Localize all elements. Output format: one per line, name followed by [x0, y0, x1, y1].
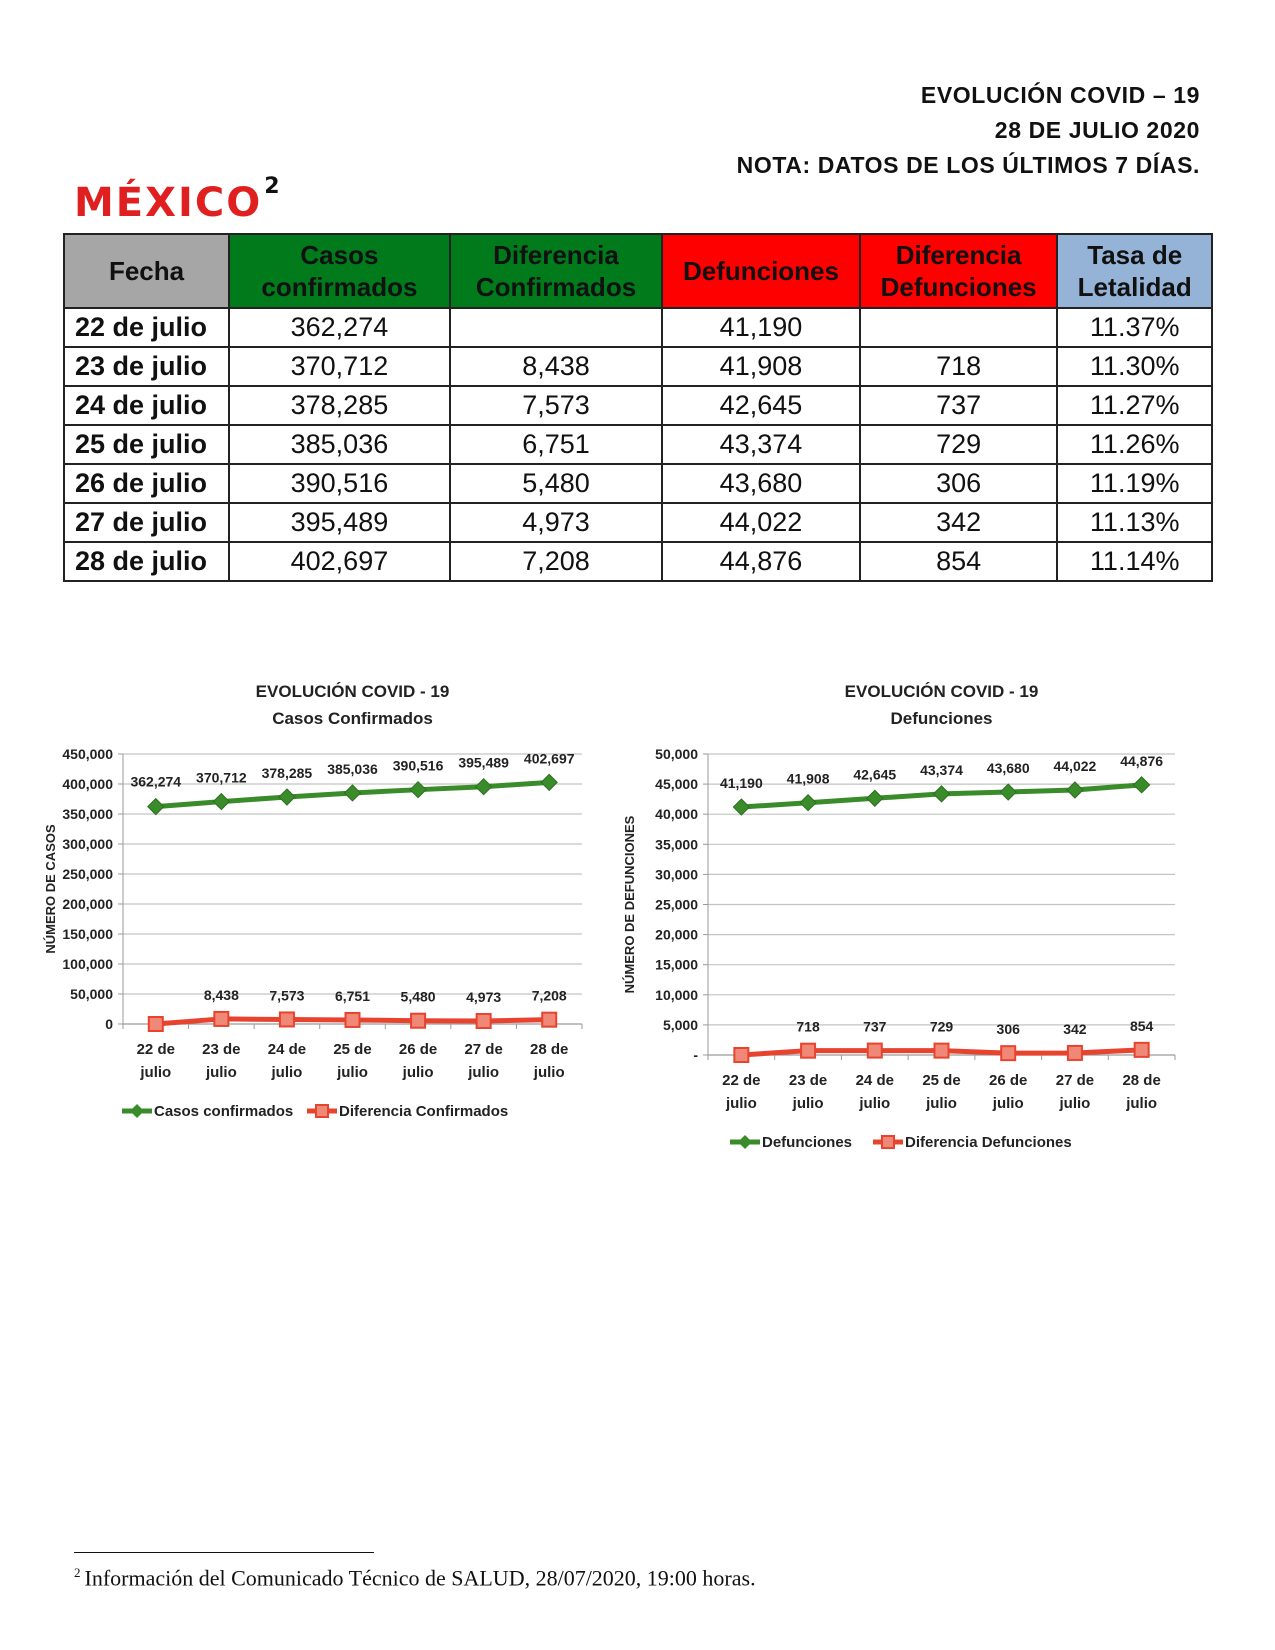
chart-subtitle: Casos Confirmados: [272, 709, 433, 728]
data-point: [867, 790, 883, 806]
y-tick-label: 350,000: [62, 806, 113, 822]
data-label: 7,573: [269, 987, 305, 1004]
y-tick-label: 40,000: [655, 806, 698, 823]
x-tick-label-line2: julio: [140, 1064, 172, 1081]
data-label: 854: [1129, 1017, 1154, 1034]
data-point: [934, 786, 950, 802]
value-cell: 42,645: [662, 386, 860, 425]
data-label: 7,208: [531, 987, 567, 1004]
report-note: NOTA: DATOS DE LOS ÚLTIMOS 7 DÍAS.: [736, 152, 1200, 178]
y-tick-label: 200,000: [62, 896, 113, 912]
data-point: [149, 1017, 163, 1031]
x-tick-label-line2: julio: [205, 1064, 237, 1081]
data-label: 42,645: [853, 766, 897, 783]
column-header: Tasa de Letalidad: [1057, 234, 1212, 308]
date-cell: 28 de julio: [64, 542, 229, 581]
chart-deaths: [620, 675, 1230, 1175]
value-cell: 854: [860, 542, 1058, 581]
data-label: 718: [796, 1018, 820, 1035]
y-tick-label: 400,000: [62, 776, 113, 792]
chart-title: EVOLUCIÓN COVID - 19: [255, 682, 450, 701]
y-tick-label: 50,000: [70, 986, 113, 1002]
x-tick-label: [856, 1072, 894, 1112]
x-tick-label-line1: 26 de: [989, 1072, 1028, 1089]
table-row: [64, 464, 1212, 503]
data-label: 342: [1063, 1020, 1087, 1037]
data-point: [1134, 777, 1150, 793]
data-label: 4,973: [466, 989, 502, 1006]
x-tick-label-line2: julio: [1126, 1095, 1158, 1112]
legend-label: Defunciones: [762, 1134, 853, 1151]
date-cell: 27 de julio: [64, 503, 229, 542]
data-label: 43,680: [986, 760, 1030, 777]
date-cell: 24 de julio: [64, 386, 229, 425]
data-label: 43,374: [920, 761, 963, 778]
x-tick-label-line1: 28 de: [1122, 1072, 1161, 1089]
data-label: 44,022: [1053, 757, 1097, 774]
y-tick-label: 450,000: [62, 746, 113, 762]
legend-marker: [130, 1104, 144, 1118]
value-cell: 6,751: [450, 425, 662, 464]
table-row: [64, 425, 1212, 464]
data-point: [1000, 784, 1016, 800]
x-tick-label-line1: 26 de: [398, 1041, 438, 1058]
data-label: 362,274: [130, 773, 182, 790]
data-label: 737: [863, 1018, 887, 1035]
data-point: [800, 795, 816, 811]
value-cell: 11.13%: [1057, 503, 1212, 542]
x-tick-label-line1: 23 de: [788, 1072, 828, 1089]
x-tick-label-line1: 22 de: [722, 1072, 761, 1089]
x-tick-label: [464, 1041, 502, 1081]
x-tick-label: [989, 1072, 1027, 1112]
country-name: MÉXICO: [74, 180, 263, 226]
data-label: 44,876: [1120, 752, 1164, 769]
x-tick-label-line2: julio: [926, 1095, 957, 1112]
x-tick-label-line2: julio: [725, 1095, 757, 1112]
legend: [730, 1134, 1072, 1151]
date-cell: 22 de julio: [64, 308, 229, 347]
value-cell: 41,190: [662, 308, 860, 347]
value-cell: 718: [860, 347, 1058, 386]
data-point: [801, 1044, 815, 1058]
x-tick-label-line2: julio: [468, 1064, 500, 1081]
x-tick-label-line2: julio: [792, 1095, 824, 1112]
data-label: 5,480: [400, 988, 436, 1005]
data-point: [411, 1014, 425, 1028]
x-tick-label-line2: julio: [992, 1095, 1024, 1112]
value-cell: 7,573: [450, 386, 662, 425]
x-tick-label-line2: julio: [1059, 1095, 1091, 1112]
footnote-reference: 2: [264, 174, 282, 199]
value-cell: 44,876: [662, 542, 860, 581]
covid-data-table: [63, 233, 1213, 582]
x-tick-label: [789, 1072, 827, 1112]
column-header: Diferencia Defunciones: [860, 234, 1058, 308]
value-cell: 11.37%: [1057, 308, 1212, 347]
data-label: 370,712: [196, 769, 247, 786]
chart-confirmed-cases: [30, 675, 620, 1145]
footnote-text: Información del Comunicado Técnico de SALUD, 28/07/2020, 19:00 horas.: [84, 1565, 756, 1591]
value-cell: [860, 308, 1058, 347]
value-cell: 43,374: [662, 425, 860, 464]
data-label: 390,516: [392, 757, 444, 774]
x-tick-label: [722, 1072, 760, 1112]
value-cell: 390,516: [229, 464, 450, 503]
data-label: 41,190: [719, 775, 763, 792]
value-cell: 11.19%: [1057, 464, 1212, 503]
data-point: [868, 1044, 882, 1058]
data-label: 395,489: [458, 754, 509, 771]
value-cell: 4,973: [450, 503, 662, 542]
x-tick-label-line1: 25 de: [333, 1041, 372, 1058]
data-point: [214, 1012, 228, 1026]
legend-label: Casos confirmados: [154, 1103, 294, 1120]
x-tick-label-line1: 28 de: [530, 1041, 569, 1058]
value-cell: 44,022: [662, 503, 860, 542]
legend-marker: [738, 1135, 752, 1149]
x-tick-label-line1: 27 de: [1055, 1072, 1095, 1089]
y-tick-label: 5,000: [662, 1016, 698, 1033]
x-tick-label: [268, 1041, 306, 1081]
report-date: 28 DE JULIO 2020: [994, 117, 1200, 143]
report-title: EVOLUCIÓN COVID – 19: [920, 82, 1200, 108]
data-point: [148, 799, 164, 815]
y-tick-label: 10,000: [655, 986, 698, 1003]
table-row: [64, 347, 1212, 386]
data-point: [280, 1012, 294, 1026]
x-tick-label-line2: julio: [271, 1064, 303, 1081]
data-label: 385,036: [327, 760, 378, 777]
value-cell: 402,697: [229, 542, 450, 581]
value-cell: 395,489: [229, 503, 450, 542]
value-cell: 43,680: [662, 464, 860, 503]
chart-subtitle: Defunciones: [890, 709, 993, 728]
legend: [122, 1103, 508, 1120]
y-tick-label: -: [693, 1047, 698, 1063]
value-cell: 11.26%: [1057, 425, 1212, 464]
value-cell: [450, 308, 662, 347]
value-cell: 11.30%: [1057, 347, 1212, 386]
y-tick-label: 300,000: [62, 836, 113, 852]
chart-svg: [30, 675, 620, 1145]
chart-svg: [620, 675, 1230, 1175]
data-point: [541, 774, 557, 790]
y-axis-label: NÚMERO DE CASOS: [43, 824, 58, 954]
value-cell: 362,274: [229, 308, 450, 347]
x-tick-label: [399, 1041, 437, 1081]
footnote-divider: [74, 1552, 374, 1553]
report-header: [737, 78, 1200, 183]
value-cell: 737: [860, 386, 1058, 425]
footnote: [74, 1565, 756, 1591]
value-cell: 378,285: [229, 386, 450, 425]
footnote-mark: 2: [74, 1565, 81, 1580]
x-tick-label-line1: 27 de: [464, 1041, 503, 1058]
x-tick-label-line2: julio: [337, 1064, 368, 1081]
value-cell: 11.14%: [1057, 542, 1212, 581]
date-cell: 23 de julio: [64, 347, 229, 386]
value-cell: 41,908: [662, 347, 860, 386]
x-tick-label-line1: 22 de: [136, 1041, 175, 1058]
data-label: 402,697: [523, 750, 575, 767]
data-point: [213, 794, 229, 810]
x-tick-label: [202, 1041, 240, 1081]
x-tick-label: [530, 1041, 568, 1081]
value-cell: 385,036: [229, 425, 450, 464]
value-cell: 8,438: [450, 347, 662, 386]
date-cell: 26 de julio: [64, 464, 229, 503]
data-label: 41,908: [786, 770, 830, 787]
data-point: [279, 789, 295, 805]
column-header: Diferencia Confirmados: [450, 234, 662, 308]
y-tick-label: 35,000: [655, 836, 698, 853]
y-tick-label: 15,000: [655, 956, 698, 973]
data-label: 306: [996, 1021, 1020, 1038]
value-cell: 370,712: [229, 347, 450, 386]
country-heading: [74, 174, 282, 226]
legend-label: Diferencia Confirmados: [339, 1103, 509, 1120]
data-point: [935, 1044, 949, 1058]
x-tick-label: [137, 1041, 175, 1081]
data-label: 8,438: [203, 986, 239, 1003]
data-point: [1001, 1046, 1015, 1060]
y-tick-label: 30,000: [655, 866, 698, 883]
data-point: [1068, 1046, 1082, 1060]
x-tick-label-line1: 23 de: [202, 1041, 241, 1058]
x-tick-label-line2: julio: [533, 1064, 565, 1081]
data-point: [345, 785, 361, 801]
value-cell: 342: [860, 503, 1058, 542]
legend-marker: [316, 1105, 328, 1117]
data-point: [476, 779, 492, 795]
x-tick-label-line1: 24 de: [267, 1041, 307, 1058]
column-header: Fecha: [64, 234, 229, 308]
data-point: [733, 799, 749, 815]
y-tick-label: 50,000: [655, 746, 698, 762]
x-tick-label: [922, 1072, 960, 1112]
x-tick-label: [333, 1041, 371, 1081]
value-cell: 5,480: [450, 464, 662, 503]
legend-marker: [882, 1136, 894, 1148]
y-tick-label: 45,000: [655, 776, 698, 793]
data-point: [346, 1013, 360, 1027]
table-row: [64, 503, 1212, 542]
x-tick-label-line1: 24 de: [855, 1072, 894, 1089]
y-tick-label: 150,000: [62, 926, 113, 942]
x-tick-label-line2: julio: [402, 1064, 434, 1081]
value-cell: 306: [860, 464, 1058, 503]
y-axis-label: NÚMERO DE DEFUNCIONES: [622, 815, 637, 994]
data-point: [477, 1014, 491, 1028]
value-cell: 11.27%: [1057, 386, 1212, 425]
x-tick-label-line1: 25 de: [922, 1072, 961, 1089]
data-label: 6,751: [334, 987, 371, 1004]
table-row: [64, 386, 1212, 425]
y-tick-label: 25,000: [655, 896, 698, 913]
x-tick-label: [1056, 1072, 1094, 1112]
data-label: 378,285: [261, 765, 313, 782]
data-point: [542, 1013, 556, 1027]
y-tick-label: 100,000: [62, 956, 113, 972]
y-tick-label: 20,000: [655, 926, 698, 943]
x-tick-label-line2: julio: [859, 1095, 891, 1112]
date-cell: 25 de julio: [64, 425, 229, 464]
x-tick-label: [1122, 1072, 1160, 1112]
table-row: [64, 542, 1212, 581]
y-tick-label: 0: [105, 1016, 113, 1032]
value-cell: 7,208: [450, 542, 662, 581]
data-point: [1135, 1043, 1149, 1057]
column-header: Casos confirmados: [229, 234, 450, 308]
table-row: [64, 308, 1212, 347]
y-tick-label: 250,000: [62, 866, 113, 882]
data-point: [734, 1048, 748, 1062]
legend-label: Diferencia Defunciones: [905, 1134, 1072, 1151]
data-label: 729: [929, 1018, 954, 1035]
table-header-row: [64, 234, 1212, 308]
column-header: Defunciones: [662, 234, 860, 308]
value-cell: 729: [860, 425, 1058, 464]
chart-title: EVOLUCIÓN COVID - 19: [844, 682, 1039, 701]
